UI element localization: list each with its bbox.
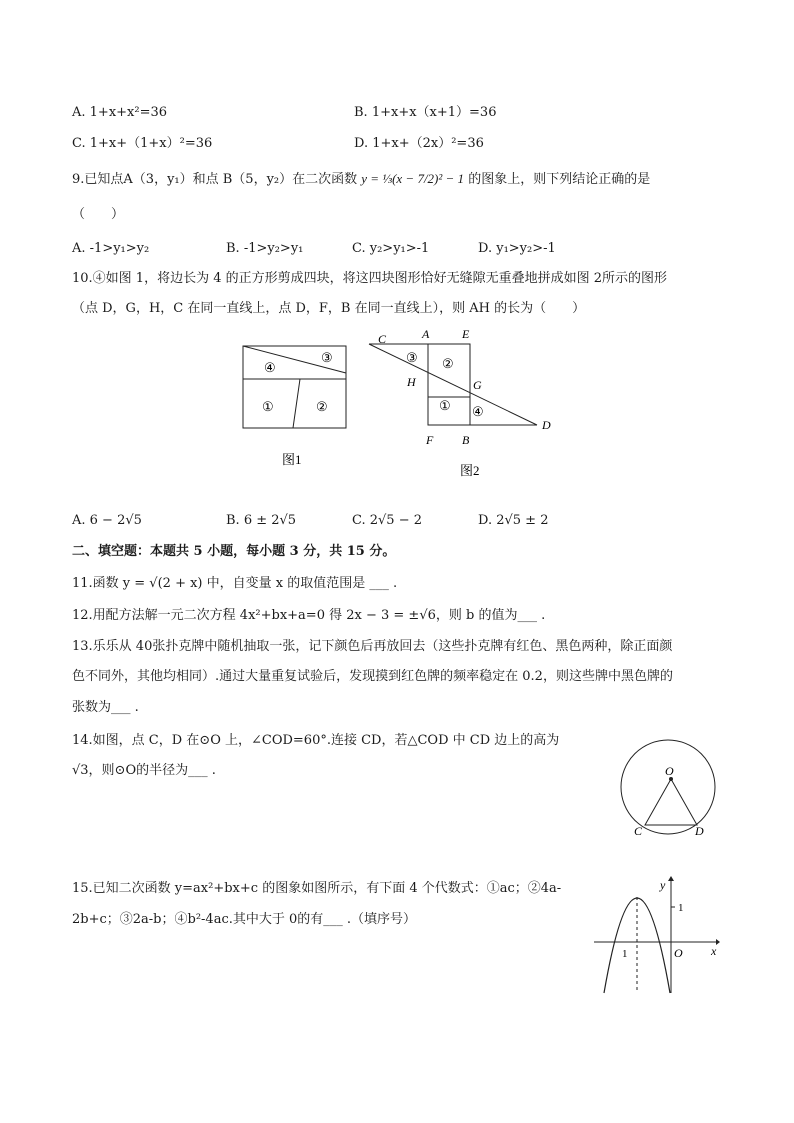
- fig1-piece-4: ④: [264, 360, 276, 375]
- q14-label-d: D: [695, 824, 704, 838]
- fig2-piece-3: ③: [406, 350, 418, 365]
- fig2-label-c: C: [378, 332, 387, 346]
- q15-label-y: y: [660, 878, 666, 892]
- q8-option-b: B. 1+x+x（x+1）=36: [354, 105, 497, 120]
- fig2-label-f: F: [426, 433, 434, 447]
- q8-option-d: D. 1+x+（2x）²=36: [354, 136, 484, 151]
- q14-line-2: √3，则⊙O的半径为___ .: [72, 763, 216, 778]
- q9-option-d: D. y₁>y₂>-1: [478, 241, 556, 256]
- q15-label-y-one: 1: [678, 902, 684, 914]
- fig2-label-b: B: [462, 433, 470, 447]
- q15-label-o: O: [674, 946, 683, 960]
- q14-circle-figure: [612, 735, 722, 847]
- fig2-label-a: A: [422, 327, 430, 341]
- section-2-heading: 二、填空题：本题共 5 小题，每小题 3 分，共 15 分。: [72, 544, 396, 559]
- fig2-piece-1: ①: [439, 398, 451, 413]
- q15-label-x-one: 1: [622, 948, 628, 960]
- q15-line-1: 15.已知二次函数 y=ax²+bx+c 的图象如图所示，有下面 4 个代数式：①ac；②4a-: [72, 881, 562, 896]
- q10-line-2: （点 D，G，H，C 在同一直线上，点 D，F，B 在同一直线上），则 AH 的长为（ ）: [72, 301, 586, 316]
- fig1-slant-cut: [293, 379, 300, 428]
- q10-option-d: D. 2√5 ± 2: [478, 513, 549, 528]
- fig1-piece-3: ③: [321, 350, 333, 365]
- q9-stem-b: A（3，y₁）和点 B（5，y₂）在二次函数: [123, 172, 358, 187]
- q15-x-arrow: [716, 939, 720, 945]
- q14-triangle-cod: [645, 779, 697, 825]
- q14-label-o: O: [665, 764, 674, 778]
- q10-figure-1: [236, 340, 356, 470]
- fig2-piece-4: ④: [472, 404, 484, 419]
- q9-stem-c: 的图象上，则下列结论正确的是: [468, 172, 651, 187]
- q14-label-c: C: [634, 824, 643, 838]
- q10-line-1: 10.④如图 1，将边长为 4 的正方形剪成四块，将这四块图形恰好无缝隙无重叠地拼成如图 2所示的图形: [72, 271, 668, 286]
- q10-option-b: B. 6 ± 2√5: [226, 513, 297, 528]
- q8-option-a: A. 1+x+x²=36: [72, 105, 168, 120]
- fig1-piece-1: ①: [262, 399, 274, 414]
- q15-parabola-figure: [592, 875, 722, 997]
- q15-line-2: 2b+c；③2a-b；④b²-4ac.其中大于 0的有___ .（填序号）: [72, 912, 417, 927]
- q11-text: 11.函数 y = √(2 + x) 中，自变量 x 的取值范围是 ___ .: [72, 576, 398, 591]
- fig2-label-d: D: [542, 418, 551, 432]
- q9-option-a: A. -1>y₁>y₂: [72, 241, 150, 256]
- q10-figure-2: [362, 324, 562, 484]
- fig2-caption: 图2: [460, 463, 480, 478]
- fig2-label-h: H: [407, 375, 416, 389]
- q9-stem: [72, 170, 650, 189]
- q13-line-1: 13.乐乐从 40张扑克牌中随机抽取一张，记下颜色后再放回去（这些扑克牌有红色、黑色两种，除正面颜: [72, 639, 673, 654]
- q10-option-c: C. 2√5 − 2: [352, 513, 423, 528]
- q15-y-arrow: [668, 876, 674, 881]
- fig1-caption: 图1: [282, 452, 302, 467]
- q9-blank: （ ）: [72, 207, 125, 222]
- q13-line-2: 色不同外，其他均相同）.通过大量重复试验后，发现摸到红色牌的频率稳定在 0.2，则这些牌中黑色牌的: [72, 669, 673, 684]
- q9-option-b: B. -1>y₂>y₁: [226, 241, 304, 256]
- q14-circle: [621, 740, 715, 834]
- q15-label-x: x: [711, 944, 717, 958]
- q9-stem-a: 9.已知点: [72, 172, 124, 187]
- q14-line-1: 14.如图，点 C，D 在⊙O 上，∠COD=60°.连接 CD，若△COD 中 CD 边上的高为: [72, 733, 560, 748]
- q13-line-3: 张数为___ .: [72, 700, 139, 715]
- fig1-piece-2: ②: [316, 399, 328, 414]
- q12-text: 12.用配方法解一元二次方程 4x²+bx+a=0 得 2x − 3 = ±√6，则 b 的值为___ .: [72, 608, 546, 623]
- q9-function: y = ⅓(x − 7/2)² − 1: [361, 171, 465, 186]
- fig2-label-g: G: [473, 378, 482, 392]
- q8-option-c: C. 1+x+（1+x）²=36: [72, 136, 213, 151]
- fig2-label-e: E: [462, 327, 470, 341]
- fig2-piece-2: ②: [442, 356, 454, 371]
- q10-option-a: A. 6 − 2√5: [72, 513, 142, 528]
- q9-option-c: C. y₂>y₁>-1: [352, 241, 430, 256]
